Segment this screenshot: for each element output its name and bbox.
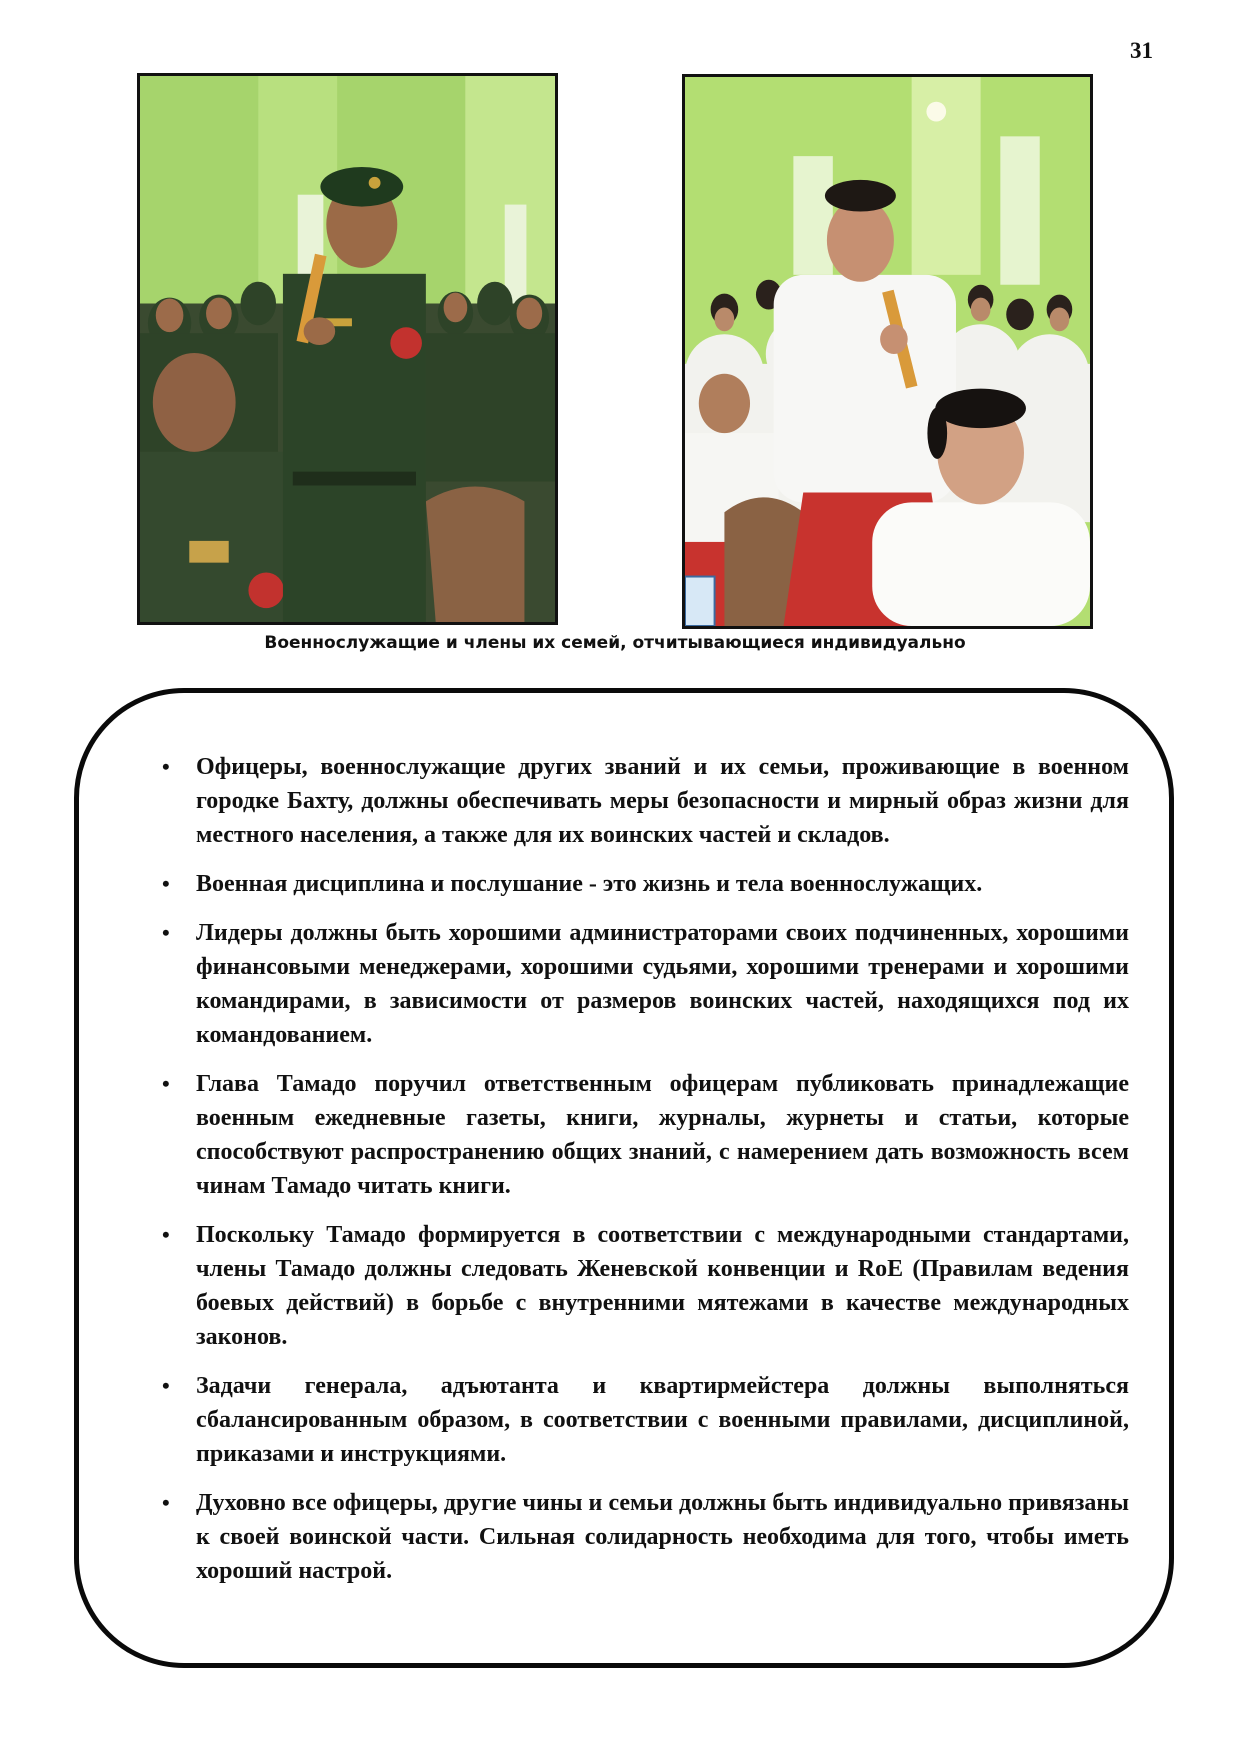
photo-soldier-speaking: [137, 73, 558, 625]
photo-woman-image: [685, 77, 1090, 626]
bullet-symbol: •: [162, 1222, 170, 1247]
bullet-text: Глава Тамадо поручил ответственным офицерам публиковать принадлежащие военным ежедневные газеты, книги, журналы, журнеты и статьи, которые способствуют распространению общих знаний, с намерением дать возможность всем чинам Тамадо читать книги.: [196, 1071, 1129, 1199]
bullet-box: [74, 688, 1174, 1668]
bullet-text: Задачи генерала, адъютанта и квартирмейстера должны выполняться сбалансированным образом, в соответствии с военными правилами, дисциплиной, приказами и инструкциями.: [196, 1373, 1129, 1467]
photo-woman-speaking: [682, 74, 1093, 629]
bullet-text: Военная дисциплина и послушание - это жизнь и тела военнослужащих.: [196, 871, 983, 897]
bullet-symbol: •: [162, 1490, 170, 1515]
bullet-text: Духовно все офицеры, другие чины и семьи должны быть индивидуально привязаны к своей воинской части. Сильная солидарность необходима для того, чтобы иметь хороший настрой.: [196, 1490, 1129, 1584]
bullet-text: Офицеры, военнослужащие других званий и их семьи, проживающие в военном городке Бахту, должны обеспечивать меры безопасности и мирный образ жизни для местного населения, а также для их воинских частей и складов.: [196, 754, 1129, 848]
bullet-text: Лидеры должны быть хорошими администраторами своих подчиненных, хорошими финансовыми менеджерами, хорошими судьями, хорошими тренерами и хорошими командирами, в зависимости от размеров воинских частей, находящихся под их командованием.: [196, 920, 1129, 1048]
bullet-item: [162, 916, 1129, 1052]
page-number: 31: [1130, 38, 1153, 63]
bullet-item: [162, 1067, 1129, 1203]
bullet-item: [162, 867, 1129, 901]
bullet-item: [162, 1486, 1129, 1588]
bullet-symbol: •: [162, 920, 170, 945]
bullet-symbol: •: [162, 754, 170, 779]
bullet-symbol: •: [162, 871, 170, 896]
bullet-item: [162, 750, 1129, 852]
bullet-item: [162, 1218, 1129, 1354]
bullet-list: [162, 750, 1129, 1603]
bullet-symbol: •: [162, 1373, 170, 1398]
bullet-symbol: •: [162, 1071, 170, 1096]
bullet-item: [162, 1369, 1129, 1471]
photo-caption: Военнослужащие и члены их семей, отчитывающиеся индивидуально: [264, 633, 966, 653]
photo-soldier-image: [140, 76, 555, 622]
bullet-text: Поскольку Тамадо формируется в соответствии с международными стандартами, члены Тамадо должны следовать Женевской конвенции и RoE (Правилам ведения боевых действий) в борьбе с внутренними мятежами в качестве международных законов.: [196, 1222, 1129, 1350]
